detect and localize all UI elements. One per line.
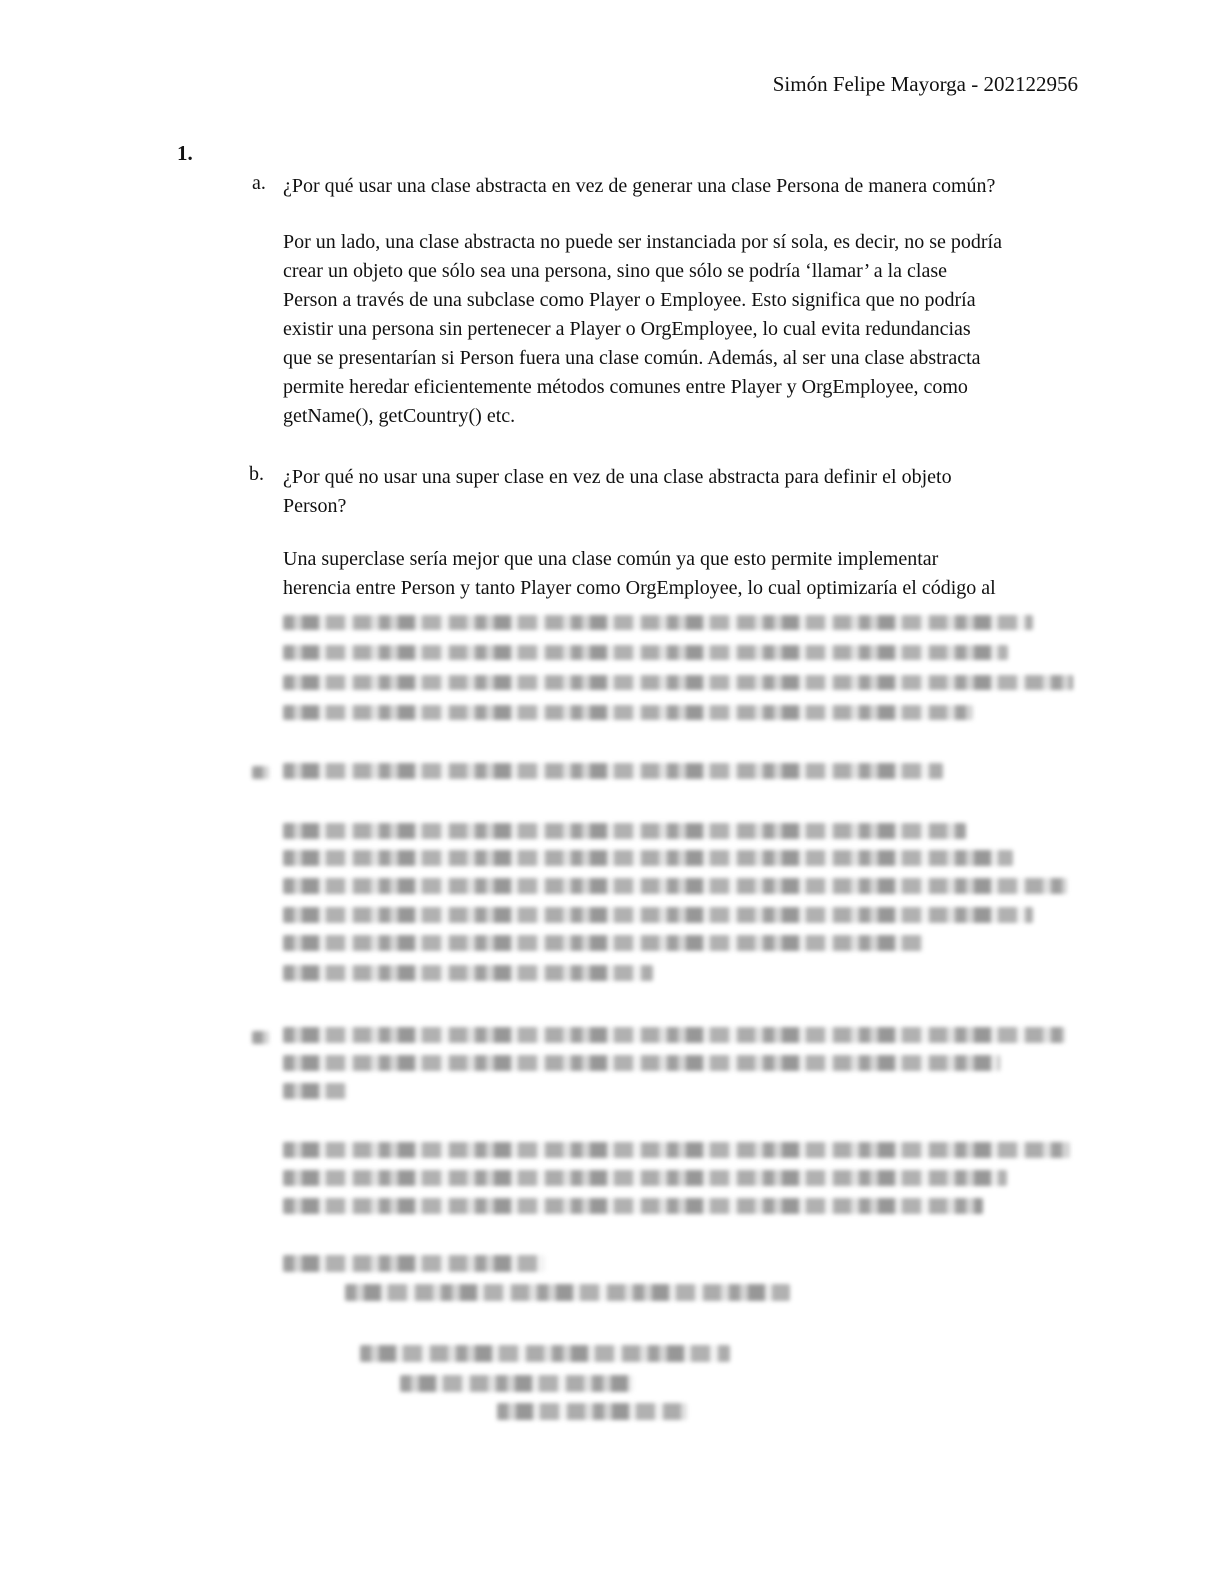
- answer-b-blurred-text: [283, 615, 1033, 630]
- question-a-text: ¿Por qué usar una clase abstracta en vez de generar una clase Persona de manera común?: [283, 175, 996, 197]
- answer-a: [283, 228, 1002, 431]
- question-number: 1.: [177, 141, 193, 165]
- list-marker-b: b.: [249, 463, 264, 485]
- answer-b-line: Una superclase sería mejor que una clase común ya que esto permite implementar: [283, 548, 939, 570]
- item-c-question-blurred: [283, 763, 943, 779]
- code-block-blurred: [497, 1403, 687, 1420]
- answer-b-blurred-text: [283, 645, 1008, 660]
- list-marker-a: a.: [252, 172, 266, 194]
- item-d-question-blurred: [283, 1083, 347, 1099]
- item-d-answer-blurred: [283, 1142, 1070, 1158]
- answer-a-line: permite heredar eficientemente métodos comunes entre Player y OrgEmployee, como: [283, 376, 968, 398]
- answer-a-line: getName(), getCountry() etc.: [283, 405, 516, 427]
- question-b-line: ¿Por qué no usar una super clase en vez de una clase abstracta para definir el objeto: [283, 466, 952, 488]
- document-header: Simón Felipe Mayorga - 202122956: [772, 72, 1078, 96]
- item-d-answer-blurred: [283, 1170, 1007, 1186]
- item-d-answer-blurred: [283, 1198, 983, 1214]
- answer-a-line: existir una persona sin pertenecer a Player o OrgEmployee, lo cual evita redundancias: [283, 318, 971, 340]
- code-block-blurred: [283, 1255, 545, 1272]
- code-block-blurred: [360, 1345, 730, 1362]
- answer-b-blurred-text: [283, 675, 1073, 690]
- code-block-blurred: [345, 1284, 790, 1301]
- item-c-answer-blurred: [283, 823, 966, 839]
- question-b: [283, 463, 952, 521]
- answer-b-line: herencia entre Person y tanto Player como OrgEmployee, lo cual optimizaría el código al: [283, 577, 996, 599]
- item-d-question-blurred: [283, 1027, 1065, 1043]
- answer-a-line: Person a través de una subclase como Player o Employee. Esto significa que no podría: [283, 289, 976, 311]
- answer-b: [283, 545, 996, 603]
- item-c-answer-blurred: [283, 907, 1033, 923]
- item-c-answer-blurred: [283, 965, 653, 981]
- item-d-question-blurred: [283, 1055, 1000, 1071]
- answer-a-line: Por un lado, una clase abstracta no puede ser instanciada por sí sola, es decir, no se podría: [283, 231, 1002, 253]
- item-c-answer-blurred: [283, 935, 923, 951]
- answer-b-blurred-text: [283, 705, 973, 720]
- question-a: [283, 172, 995, 201]
- item-d-question-blurred: [252, 1031, 269, 1044]
- answer-a-line: que se presentarían si Person fuera una clase común. Además, al ser una clase abstracta: [283, 347, 981, 369]
- question-b-line: Person?: [283, 495, 347, 517]
- code-block-blurred: [400, 1375, 633, 1392]
- item-c-answer-blurred: [283, 850, 1013, 866]
- answer-a-line: crear un objeto que sólo sea una persona, sino que sólo se podría ‘llamar’ a la clase: [283, 260, 948, 282]
- item-c-question-blurred: [252, 766, 269, 779]
- item-c-answer-blurred: [283, 878, 1067, 894]
